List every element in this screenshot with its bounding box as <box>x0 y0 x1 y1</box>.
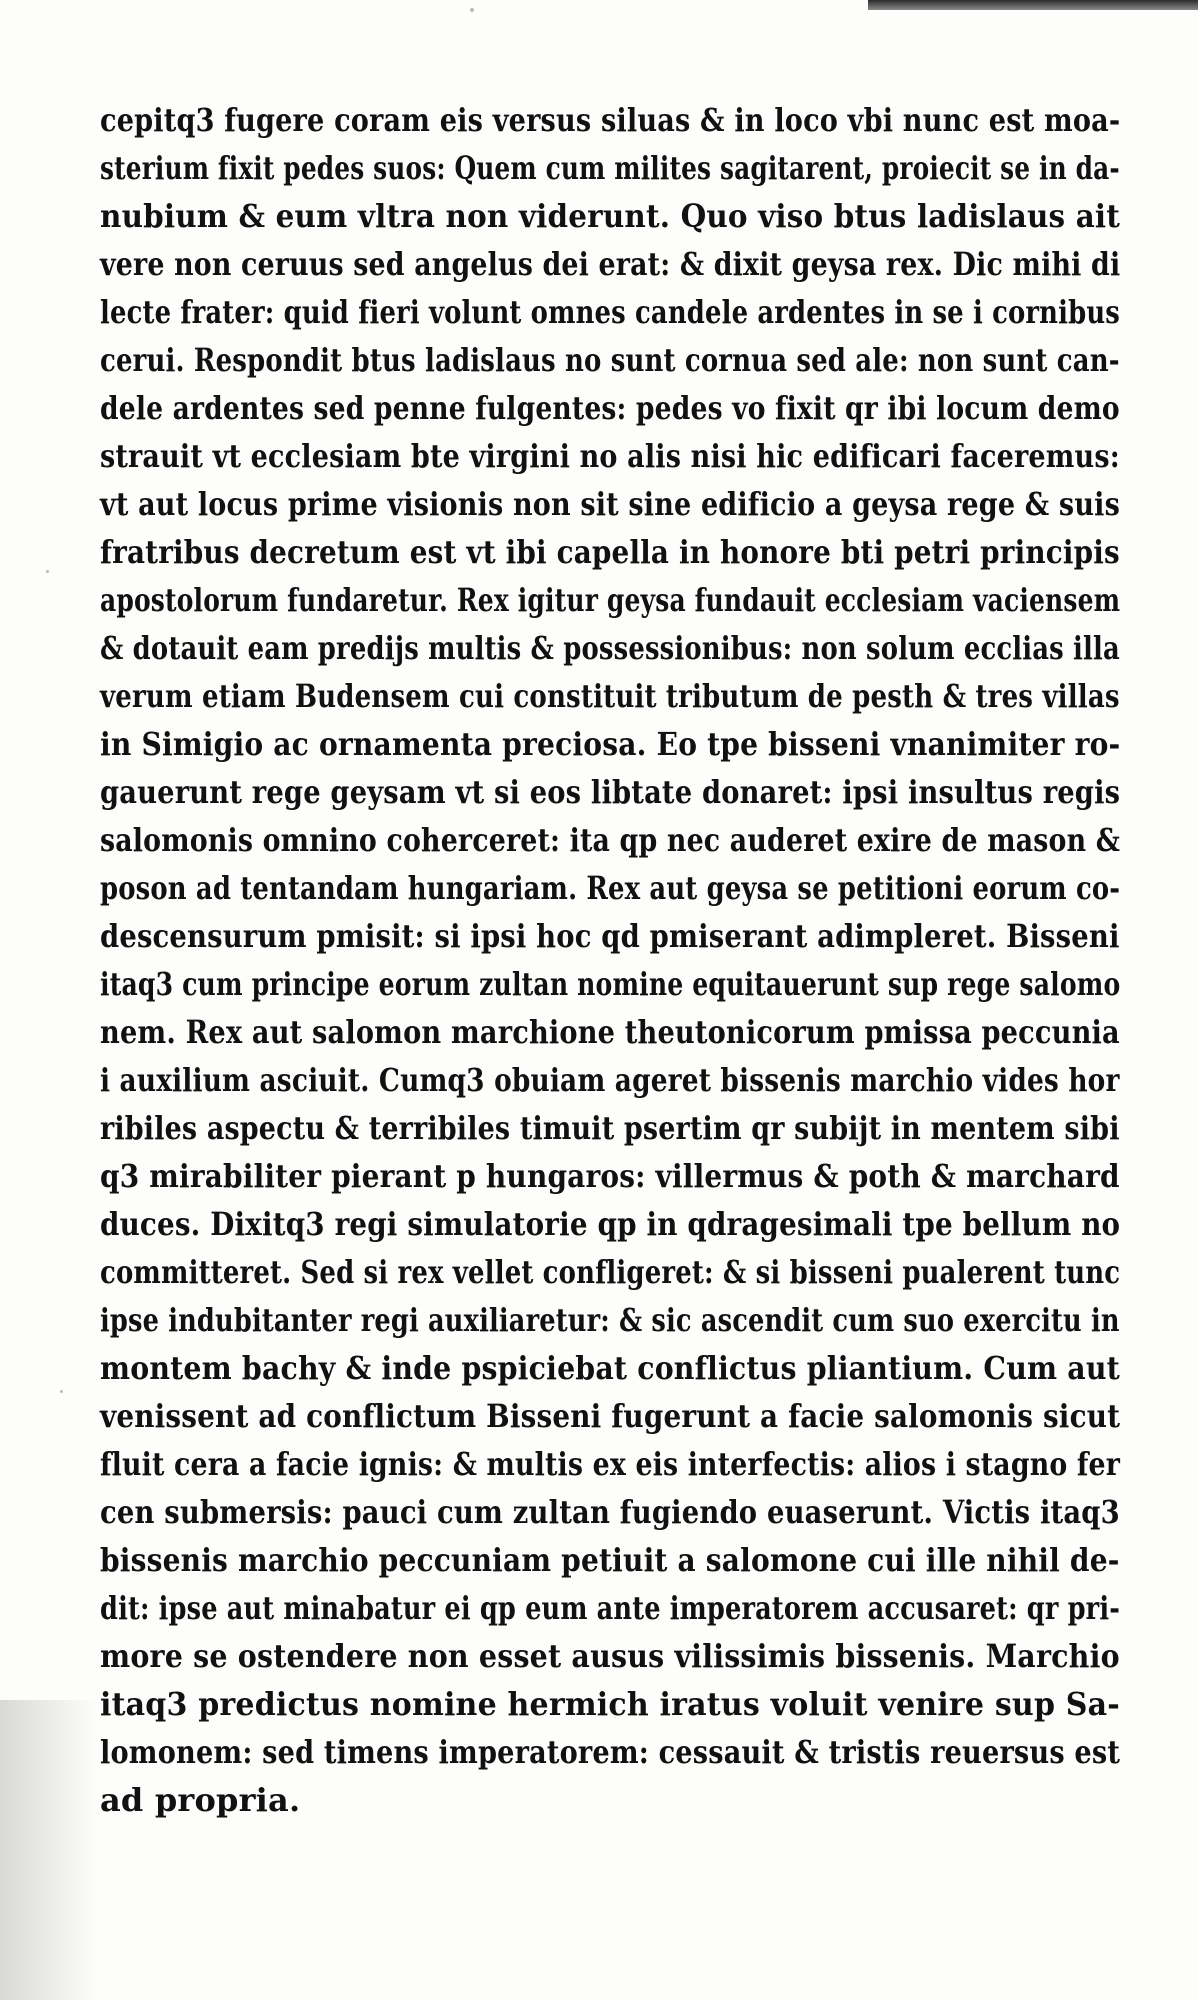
text-line: dele ardentes sed penne fulgentes: pedes vo fixit qr ibi locum demo <box>100 389 1120 427</box>
scan-speck <box>46 570 49 573</box>
text-line: duces. Dixitq3 regi simulatorie qp in qdragesimali tpe bellum no <box>100 1205 1121 1243</box>
text-line: vt aut locus prime visionis non sit sine edificio a geysa rege & suis <box>100 485 1120 523</box>
text-line: dit: ipse aut minabatur ei qp eum ante imperatorem accusaret: qr pri- <box>100 1589 1121 1627</box>
text-line: cerui. Respondit btus ladislaus no sunt cornua sed ale: non sunt can- <box>100 341 1120 379</box>
text-line: poson ad tentandam hungariam. Rex aut geysa se petitioni eorum co- <box>100 869 1121 907</box>
page-shadow <box>0 1700 95 2000</box>
text-line: in Simigio ac ornamenta preciosa. Eo tpe bisseni vnanimiter ro- <box>100 725 1121 763</box>
text-line: & dotauit eam predijs multis & possessionibus: non solum ecclias illa <box>100 629 1120 667</box>
text-line: strauit vt ecclesiam bte virgini no alis nisi hic edificari faceremus: <box>100 437 1120 475</box>
text-line: verum etiam Budensem cui constituit tributum de pesth & tres villas <box>100 677 1120 715</box>
text-line: itaq3 cum principe eorum zultan nomine equitauerunt sup rege salomo <box>100 965 1121 1003</box>
text-line: bissenis marchio peccuniam petiuit a salomone cui ille nihil de- <box>100 1541 1120 1579</box>
text-line: ribiles aspectu & terribiles timuit psertim qr subijt in mentem sibi <box>100 1109 1120 1147</box>
text-line: venissent ad conflictum Bisseni fugerunt a facie salomonis sicut <box>100 1397 1121 1435</box>
text-line: montem bachy & inde pspiciebat conflictus pliantium. Cum aut <box>100 1349 1120 1387</box>
text-line: vere non ceruus sed angelus dei erat: & dixit geysa rex. Dic mihi di <box>100 245 1121 283</box>
text-line: nem. Rex aut salomon marchione theutonicorum pmissa peccunia <box>100 1013 1120 1051</box>
text-line: salomonis omnino coherceret: ita qp nec auderet exire de mason & <box>100 821 1121 859</box>
text-line: descensurum pmisit: si ipsi hoc qd pmiserant adimpleret. Bisseni <box>100 917 1120 955</box>
text-line: fluit cera a facie ignis: & multis ex eis interfectis: alios i stagno fer <box>100 1445 1121 1483</box>
text-line: itaq3 predictus nomine hermich iratus voluit venire sup Sa- <box>100 1685 1120 1723</box>
text-line: ipse indubitanter regi auxiliaretur: & sic ascendit cum suo exercitu in <box>100 1301 1120 1339</box>
text-line: i auxilium asciuit. Cumq3 obuiam ageret bissenis marchio vides hor <box>100 1061 1120 1099</box>
text-line: more se ostendere non esset ausus vilissimis bissenis. Marchio <box>100 1637 1120 1675</box>
text-line: committeret. Sed si rex vellet confligeret: & si bisseni pualerent tunc <box>100 1253 1121 1291</box>
text-line: ad propria. <box>100 1781 301 1819</box>
text-line: cepitq3 fugere coram eis versus siluas & in loco vbi nunc est moa- <box>100 101 1121 139</box>
text-line: lomonem: sed timens imperatorem: cessauit & tristis reuersus est <box>100 1733 1121 1771</box>
text-line: nubium & eum vltra non viderunt. Quo viso btus ladislaus ait <box>100 197 1121 235</box>
scan-edge-bar <box>868 0 1198 10</box>
scan-speck <box>470 8 474 12</box>
body-text <box>100 96 1120 1876</box>
text-line: apostolorum fundaretur. Rex igitur geysa fundauit ecclesiam vaciensem <box>100 581 1121 619</box>
scan-speck <box>60 1390 63 1393</box>
text-line: gauerunt rege geysam vt si eos libtate donaret: ipsi insultus regis <box>100 773 1121 811</box>
text-line: sterium fixit pedes suos: Quem cum milites sagitarent, proiecit se in da- <box>100 149 1120 187</box>
text-line: fratribus decretum est vt ibi capella in honore bti petri principis <box>100 533 1120 571</box>
text-line: q3 mirabiliter pierant p hungaros: villermus & poth & marchard <box>100 1157 1120 1195</box>
text-line: cen submersis: pauci cum zultan fugiendo euaserunt. Victis itaq3 <box>100 1493 1120 1531</box>
text-line: lecte frater: quid fieri volunt omnes candele ardentes in se i cornibus <box>100 293 1120 331</box>
